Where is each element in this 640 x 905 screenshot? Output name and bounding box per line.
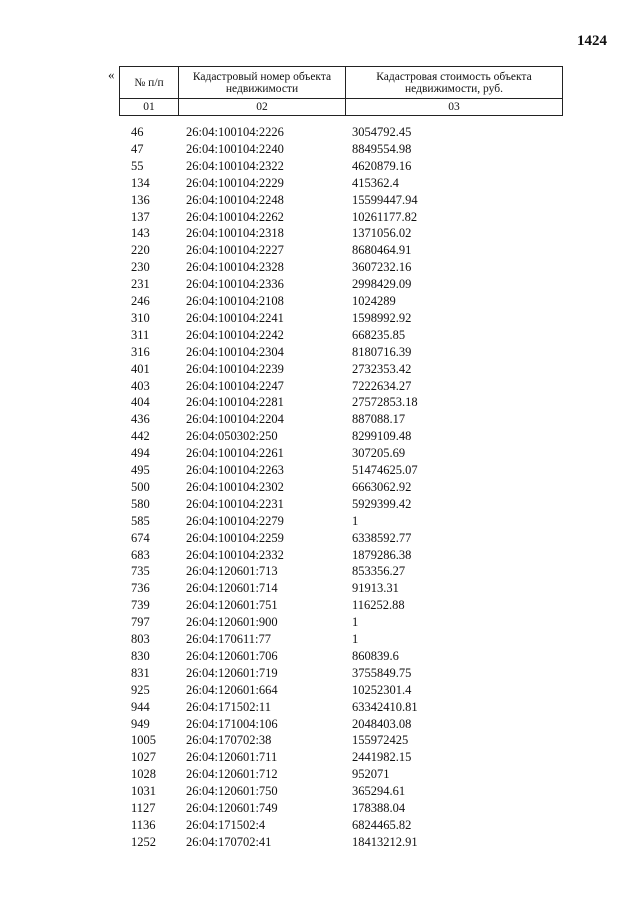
- row-number: 403: [131, 378, 150, 393]
- cadastral-value: 18413212.91: [352, 834, 418, 849]
- cadastral-number: 26:04:120601:751: [186, 598, 278, 613]
- header-cadastral-number: [179, 67, 346, 99]
- cadastral-number: 26:04:100104:2263: [186, 463, 284, 477]
- cadastral-value: 6824465.82: [352, 817, 412, 832]
- header-cadastral-number-label: Кадастровый номер объекта недвижимости: [192, 70, 332, 95]
- cadastral-number: 26:04:171004:106: [186, 716, 278, 731]
- cadastral-number: 26:04:100104:2108: [186, 294, 284, 308]
- row-number: 674: [131, 530, 150, 545]
- row-number: 46: [131, 125, 144, 139]
- row-number: 949: [131, 716, 150, 731]
- cadastral-value: 1: [352, 632, 359, 646]
- header-cadastral-value: [346, 67, 563, 99]
- cadastral-value: 1879286.38: [352, 547, 412, 562]
- cadastral-number: 26:04:171502:4: [186, 817, 266, 832]
- row-number: 316: [131, 344, 150, 359]
- cadastral-value: 10252301.4: [352, 682, 412, 697]
- row-number: 1127: [131, 801, 156, 815]
- cadastral-number: 26:04:170702:38: [186, 733, 272, 748]
- row-number: 925: [131, 682, 150, 697]
- cadastral-number: 26:04:050302:250: [186, 429, 278, 444]
- row-number: 494: [131, 446, 150, 461]
- row-number: 1028: [131, 767, 156, 782]
- cadastral-value: 307205.69: [352, 446, 406, 461]
- row-number: 442: [131, 429, 150, 444]
- row-number: 735: [131, 564, 150, 579]
- header-number-label: № п/п: [134, 76, 164, 89]
- cadastral-value: 952071: [352, 767, 390, 782]
- cadastral-value: 6338592.77: [352, 530, 412, 545]
- cadastral-value: 8849554.98: [352, 141, 412, 156]
- cadastral-value: 2441982.15: [352, 750, 412, 765]
- cadastral-value: 8299109.48: [352, 429, 412, 444]
- cadastral-number: 26:04:100104:2248: [186, 192, 284, 207]
- cadastral-number: 26:04:120601:712: [186, 767, 278, 782]
- cadastral-value: 3054792.45: [352, 125, 412, 139]
- row-number: 1031: [131, 784, 156, 799]
- cadastral-number: 26:04:100104:2262: [186, 209, 284, 224]
- table-header: [119, 66, 563, 116]
- cadastral-number: 26:04:100104:2318: [186, 226, 284, 241]
- row-number: 803: [131, 632, 150, 646]
- code-01: 01: [120, 99, 179, 116]
- cadastral-number: 26:04:100104:2279: [186, 513, 284, 528]
- row-number: 831: [131, 665, 150, 680]
- cadastral-number: 26:04:100104:2328: [186, 260, 284, 275]
- cadastral-number: 26:04:100104:2226: [186, 125, 284, 139]
- cadastral-value: 8680464.91: [352, 243, 412, 258]
- row-number: 1027: [131, 750, 156, 765]
- cadastral-value: 51474625.07: [352, 463, 418, 477]
- cadastral-number: 26:04:120601:750: [186, 784, 278, 799]
- cadastral-value: 860839.6: [352, 648, 399, 663]
- row-number: 580: [131, 496, 150, 511]
- cadastral-number: 26:04:100104:2322: [186, 158, 284, 173]
- cadastral-value: 63342410.81: [352, 699, 418, 714]
- cadastral-value: 8180716.39: [352, 344, 412, 359]
- cadastral-number: 26:04:100104:2231: [186, 496, 284, 511]
- cadastral-value: 1598992.92: [352, 310, 412, 325]
- row-number: 143: [131, 226, 150, 241]
- cadastral-value: 1: [352, 513, 359, 528]
- row-number: 231: [131, 277, 150, 292]
- cadastral-number: 26:04:100104:2229: [186, 175, 284, 190]
- page-number: 1424: [577, 33, 607, 49]
- cadastral-number: 26:04:120601:713: [186, 564, 278, 579]
- cadastral-number: 26:04:100104:2242: [186, 327, 284, 342]
- cadastral-value: 6663062.92: [352, 479, 412, 494]
- row-number: 739: [131, 598, 150, 613]
- row-number: 136: [131, 192, 150, 207]
- cadastral-value: 3607232.16: [352, 260, 412, 275]
- row-number: 585: [131, 513, 150, 528]
- cadastral-value: 365294.61: [352, 784, 406, 799]
- row-number: 401: [131, 361, 150, 376]
- row-number: 797: [131, 615, 150, 630]
- row-number: 404: [131, 395, 150, 410]
- cadastral-number: 26:04:170611:77: [186, 632, 271, 646]
- cadastral-number: 26:04:120601:749: [186, 801, 278, 815]
- cadastral-value: 15599447.94: [352, 192, 418, 207]
- cadastral-value: 7222634.27: [352, 378, 412, 393]
- cadastral-value: 1: [352, 615, 359, 630]
- cadastral-number: 26:04:100104:2261: [186, 446, 284, 461]
- code-03: 03: [346, 99, 563, 116]
- cadastral-number: 26:04:100104:2239: [186, 361, 284, 376]
- cadastral-number: 26:04:100104:2247: [186, 378, 284, 393]
- cadastral-value: 887088.17: [352, 412, 406, 427]
- cadastral-value: 5929399.42: [352, 496, 412, 511]
- row-number: 310: [131, 310, 150, 325]
- row-number: 311: [131, 327, 150, 342]
- cadastral-value: 27572853.18: [352, 395, 418, 410]
- cadastral-value: 10261177.82: [352, 209, 418, 224]
- header-cadastral-value-label: Кадастровая стоимость объекта недвижимости, руб.: [376, 70, 532, 95]
- cadastral-number: 26:04:100104:2204: [186, 412, 284, 427]
- cadastral-value: 3755849.75: [352, 665, 412, 680]
- cadastral-number: 26:04:120601:719: [186, 665, 278, 680]
- row-number: 495: [131, 463, 150, 477]
- cadastral-value: 2998429.09: [352, 277, 412, 292]
- row-number: 246: [131, 294, 150, 308]
- row-number: 137: [131, 209, 150, 224]
- row-number: 1005: [131, 733, 156, 748]
- cadastral-value: 116252.88: [352, 598, 405, 613]
- row-number: 1136: [131, 817, 156, 832]
- cadastral-number: 26:04:100104:2302: [186, 479, 284, 494]
- cadastral-value: 853356.27: [352, 564, 406, 579]
- cadastral-value: 1024289: [352, 294, 396, 308]
- row-number: 736: [131, 581, 150, 596]
- cadastral-number: 26:04:100104:2281: [186, 395, 284, 410]
- cadastral-value: 91913.31: [352, 581, 399, 596]
- cadastral-value: 415362.4: [352, 175, 399, 190]
- cadastral-number: 26:04:120601:900: [186, 615, 278, 630]
- opening-quote: «: [108, 67, 115, 82]
- cadastral-number: 26:04:100104:2332: [186, 547, 284, 562]
- cadastral-value: 2732353.42: [352, 361, 412, 376]
- cadastral-value: 4620879.16: [352, 158, 412, 173]
- cadastral-number: 26:04:100104:2336: [186, 277, 284, 292]
- row-number: 47: [131, 141, 144, 156]
- row-number: 683: [131, 547, 150, 562]
- row-number: 134: [131, 175, 150, 190]
- cadastral-value: 155972425: [352, 733, 409, 748]
- cadastral-number: 26:04:100104:2240: [186, 141, 284, 156]
- cadastral-number: 26:04:100104:2259: [186, 530, 284, 545]
- row-number: 830: [131, 648, 150, 663]
- row-number: 944: [131, 699, 150, 714]
- row-number: 220: [131, 243, 150, 258]
- cadastral-number: 26:04:171502:11: [186, 699, 271, 714]
- row-number: 436: [131, 412, 150, 427]
- cadastral-number: 26:04:100104:2227: [186, 243, 284, 258]
- cadastral-number: 26:04:120601:711: [186, 750, 278, 765]
- cadastral-number: 26:04:120601:706: [186, 648, 278, 663]
- row-number: 1252: [131, 834, 156, 849]
- row-number: 230: [131, 260, 150, 275]
- cadastral-value: 1371056.02: [352, 226, 412, 241]
- cadastral-number: 26:04:100104:2304: [186, 344, 284, 359]
- code-02: 02: [179, 99, 346, 116]
- cadastral-value: 2048403.08: [352, 716, 412, 731]
- cadastral-number: 26:04:100104:2241: [186, 310, 284, 325]
- cadastral-number: 26:04:120601:664: [186, 682, 278, 697]
- cadastral-value: 178388.04: [352, 801, 406, 815]
- cadastral-number: 26:04:120601:714: [186, 581, 278, 596]
- cadastral-number: 26:04:170702:41: [186, 834, 272, 849]
- row-number: 55: [131, 158, 144, 173]
- cadastral-value: 668235.85: [352, 327, 406, 342]
- row-number: 500: [131, 479, 150, 494]
- header-number: [120, 67, 179, 99]
